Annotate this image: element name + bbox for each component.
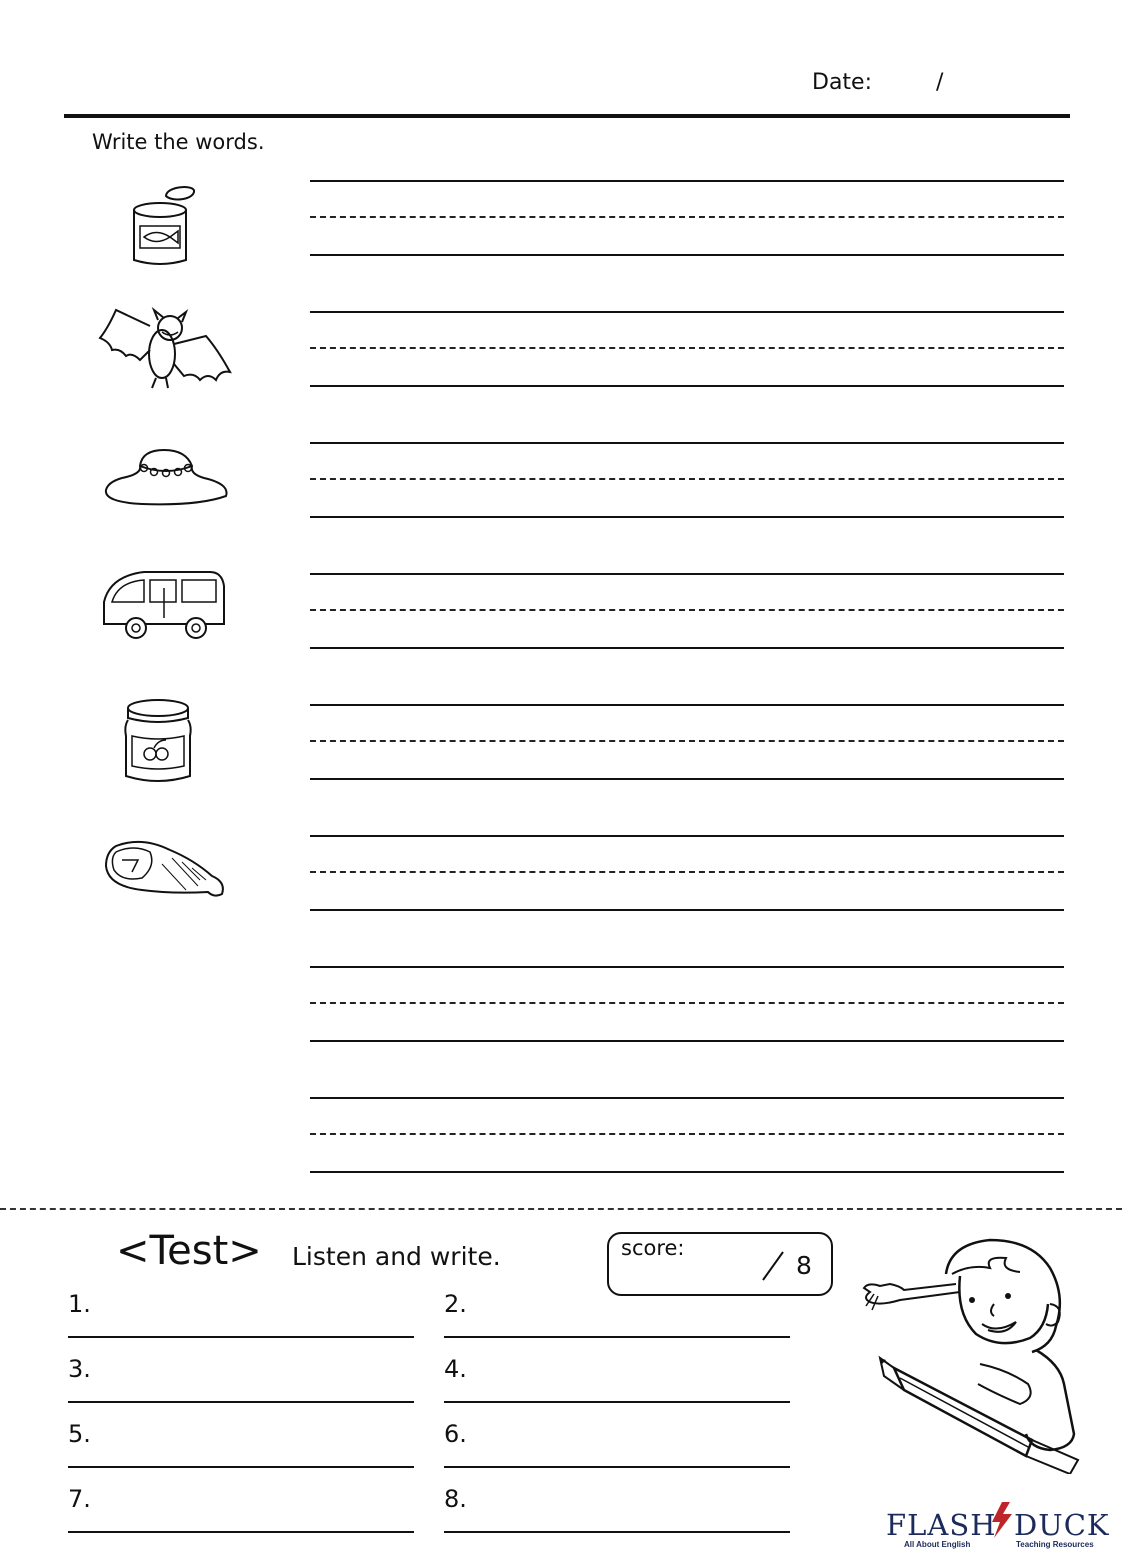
bat-icon	[98, 306, 232, 392]
score-box	[607, 1232, 833, 1296]
test-item-number: 7.	[68, 1485, 91, 1513]
writing-row[interactable]	[310, 1097, 1064, 1177]
date-separator: /	[936, 70, 944, 95]
header-rule	[64, 114, 1070, 118]
writing-mid-dashed-line	[310, 740, 1064, 742]
writing-top-line	[310, 180, 1064, 182]
test-item-number: 6.	[444, 1420, 467, 1448]
test-answer-line[interactable]	[444, 1336, 790, 1338]
writing-base-line	[310, 778, 1064, 780]
writing-mid-dashed-line	[310, 1002, 1064, 1004]
hat-icon	[102, 444, 230, 508]
writing-mid-dashed-line	[310, 216, 1064, 218]
test-instruction: Listen and write.	[292, 1242, 501, 1271]
van-icon	[100, 568, 228, 642]
score-label: score:	[621, 1236, 685, 1260]
writing-row[interactable]	[310, 704, 1064, 784]
test-answer-line[interactable]	[68, 1336, 414, 1338]
writing-mid-dashed-line	[310, 609, 1064, 611]
writing-row[interactable]	[310, 573, 1064, 653]
writing-top-line	[310, 704, 1064, 706]
jam-icon	[122, 696, 196, 786]
test-item-number: 1.	[68, 1290, 91, 1318]
writing-top-line	[310, 1097, 1064, 1099]
test-title: <Test>	[116, 1228, 262, 1274]
writing-mid-dashed-line	[310, 347, 1064, 349]
writing-mid-dashed-line	[310, 478, 1064, 480]
lightning-bolt-icon	[988, 1502, 1014, 1538]
writing-base-line	[310, 516, 1064, 518]
score-slash	[759, 1250, 785, 1286]
test-answer-line[interactable]	[68, 1531, 414, 1533]
writing-base-line	[310, 385, 1064, 387]
writing-row[interactable]	[310, 311, 1064, 391]
writing-row[interactable]	[310, 835, 1064, 915]
flash-duck-logo	[886, 1508, 1112, 1548]
writing-top-line	[310, 835, 1064, 837]
writing-base-line	[310, 1040, 1064, 1042]
score-total: 8	[796, 1251, 812, 1280]
logo-tagline-right: Teaching Resources	[1016, 1540, 1094, 1549]
writing-base-line	[310, 1171, 1064, 1173]
test-answer-line[interactable]	[68, 1466, 414, 1468]
writing-top-line	[310, 442, 1064, 444]
test-item-number: 5.	[68, 1420, 91, 1448]
test-item-number: 3.	[68, 1355, 91, 1383]
test-item-number: 8.	[444, 1485, 467, 1513]
writing-mid-dashed-line	[310, 871, 1064, 873]
logo-brand-right: DUCK	[1014, 1508, 1110, 1542]
test-answer-line[interactable]	[68, 1401, 414, 1403]
boy-with-pencil-icon	[860, 1234, 1090, 1478]
writing-base-line	[310, 909, 1064, 911]
writing-row[interactable]	[310, 180, 1064, 260]
cut-line	[0, 1208, 1122, 1210]
writing-top-line	[310, 573, 1064, 575]
writing-base-line	[310, 647, 1064, 649]
writing-top-line	[310, 966, 1064, 968]
writing-row[interactable]	[310, 966, 1064, 1046]
writing-top-line	[310, 311, 1064, 313]
writing-mid-dashed-line	[310, 1133, 1064, 1135]
test-item-number: 2.	[444, 1290, 467, 1318]
can-icon	[126, 182, 196, 268]
date-label: Date:	[812, 70, 872, 95]
instruction-text: Write the words.	[92, 130, 265, 154]
writing-base-line	[310, 254, 1064, 256]
logo-tagline-left: All About English	[904, 1540, 971, 1549]
ham-icon	[102, 838, 228, 902]
test-item-number: 4.	[444, 1355, 467, 1383]
test-answer-line[interactable]	[444, 1466, 790, 1468]
test-answer-line[interactable]	[444, 1531, 790, 1533]
writing-row[interactable]	[310, 442, 1064, 522]
test-answer-line[interactable]	[444, 1401, 790, 1403]
logo-brand-left: FLASH	[886, 1508, 997, 1542]
